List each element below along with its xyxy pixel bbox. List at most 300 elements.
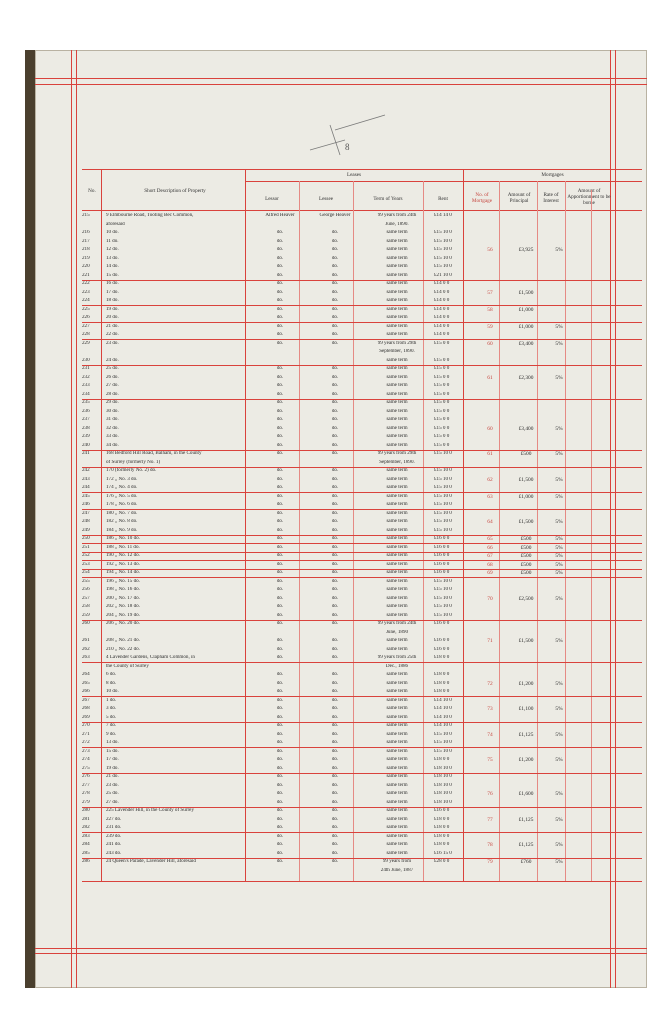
- row-lessee: do.: [331, 774, 339, 779]
- row-no: 251: [82, 544, 90, 550]
- row-rent: £16 0 0: [434, 808, 450, 813]
- row-term: same term: [386, 425, 408, 431]
- table-row: [82, 281, 642, 286]
- row-lessee: do.: [331, 799, 339, 805]
- row-lessee: do.: [331, 850, 339, 856]
- group-divider: [82, 696, 642, 697]
- row-rent: £15 10 0: [434, 468, 452, 473]
- table-row: [82, 485, 642, 490]
- row-lessor: do.: [276, 391, 284, 397]
- page-number: 8: [345, 142, 350, 152]
- row-term: September, 1890.: [379, 459, 415, 465]
- row-rent: £15 10 0: [434, 604, 452, 609]
- row-lessor: do.: [276, 519, 284, 524]
- row-no: 259: [82, 612, 90, 618]
- table-row: [82, 579, 642, 584]
- row-description: 27 do.: [106, 799, 119, 805]
- row-term: same term: [386, 468, 408, 473]
- mortgage-rate: 5%: [555, 859, 563, 865]
- row-lessor: do.: [276, 680, 284, 686]
- table-row: [82, 417, 642, 422]
- mortgage-rate: 5%: [555, 731, 563, 738]
- row-description: 20 do.: [106, 315, 119, 320]
- table-row: [82, 315, 642, 320]
- table-row: [82, 349, 642, 354]
- row-no: 268: [82, 706, 90, 711]
- row-description: 231 do.: [106, 825, 122, 830]
- row-no: 286: [82, 859, 90, 864]
- header-leases: Leases: [346, 172, 362, 178]
- table-row: [82, 655, 642, 660]
- row-description: 19 do.: [106, 306, 119, 312]
- row-no: 273: [82, 748, 90, 754]
- row-term: June, 1890.: [385, 221, 409, 227]
- mortgage-principal: £2,300: [518, 374, 534, 381]
- row-term: same term: [386, 553, 408, 558]
- row-rent: £15 10 0: [434, 451, 452, 456]
- left-margin-rule-2: [76, 50, 77, 988]
- row-description: 13 do.: [106, 740, 119, 745]
- group-divider: [82, 467, 642, 468]
- row-description: the County of Surrey: [106, 663, 149, 669]
- table-row: [82, 783, 642, 788]
- row-lessor: do.: [276, 638, 284, 643]
- row-no: 223: [82, 289, 90, 295]
- row-rent: £15 0 0: [434, 366, 450, 371]
- row-lessee: do.: [331, 570, 339, 575]
- row-lessee: George Heaver: [319, 213, 351, 218]
- row-no: 238: [82, 425, 90, 431]
- row-description: 34 do.: [106, 442, 119, 448]
- table-row: [82, 715, 642, 720]
- row-lessor: do.: [276, 833, 284, 839]
- table-row: [82, 443, 642, 448]
- row-rent: £14 0 0: [434, 332, 450, 337]
- mortgage-number: 58: [487, 306, 493, 313]
- mortgage-rate: 5%: [555, 476, 563, 483]
- mortgage-number: 62: [487, 476, 493, 483]
- row-description: 196 „ No. 15 do.: [106, 578, 140, 584]
- row-description: 6 do.: [106, 672, 117, 677]
- row-no: 244: [82, 485, 90, 490]
- top-margin-rule: [35, 78, 647, 79]
- row-lessee: do.: [331, 604, 339, 609]
- row-lessee: do.: [331, 468, 339, 473]
- row-lessee: do.: [331, 247, 339, 252]
- row-description: 206 „ No. 20 do.: [106, 621, 140, 626]
- mortgage-principal: £500: [520, 544, 532, 551]
- row-lessor: do.: [276, 672, 284, 677]
- row-term: same term: [386, 417, 408, 422]
- row-rent: £15 10 0: [434, 748, 452, 754]
- mortgage-rate: 5%: [555, 519, 563, 525]
- row-description: 9 Elmbourne Road, Tooting Bec Common,: [106, 213, 194, 218]
- row-lessee: do.: [331, 706, 339, 711]
- row-rent: £15 0 0: [434, 391, 450, 397]
- row-rent: £16 0 0: [434, 570, 450, 575]
- row-lessee: do.: [331, 740, 339, 745]
- row-term: same term: [386, 646, 408, 652]
- row-term: June, 1890: [385, 629, 409, 635]
- row-no: 257: [82, 595, 90, 601]
- row-rent: £15 10 0: [434, 510, 452, 516]
- mortgage-principal: £1,000: [518, 493, 534, 500]
- header-mortgage-no: No. of Mortgage: [471, 192, 493, 204]
- row-lessee: do.: [331, 527, 339, 533]
- row-term: same term: [386, 561, 408, 567]
- row-term: same term: [386, 247, 408, 252]
- row-lessor: do.: [276, 502, 284, 507]
- row-description: 208 „ No. 21 do.: [106, 638, 140, 643]
- table-row: [82, 774, 642, 779]
- table-row: [82, 298, 642, 303]
- row-rent: £18 10 0: [434, 791, 452, 796]
- row-no: 278: [82, 791, 90, 796]
- mortgage-principal: £1,000: [518, 323, 534, 330]
- row-rent: £14 0 0: [434, 298, 450, 303]
- row-lessor: do.: [276, 842, 284, 847]
- row-lessor: do.: [276, 723, 284, 728]
- row-no: 281: [82, 816, 90, 822]
- group-divider: [82, 807, 642, 808]
- ledger-page: [25, 50, 647, 988]
- table-row: [82, 290, 642, 295]
- row-lessee: do.: [331, 765, 339, 771]
- row-lessee: do.: [331, 587, 339, 592]
- row-term: 99 years from 29th: [377, 451, 417, 456]
- mortgage-rate: 5%: [555, 680, 563, 687]
- row-term: same term: [386, 264, 408, 269]
- row-term: same term: [386, 570, 408, 575]
- row-term: Dec., 1886: [385, 663, 409, 669]
- mortgage-number: 70: [487, 595, 493, 602]
- row-lessee: do.: [331, 238, 339, 244]
- row-rent: £15 10 0: [434, 740, 452, 745]
- row-rent: £15 0 0: [434, 417, 450, 422]
- mortgage-rate: 5%: [555, 842, 563, 848]
- row-term: same term: [386, 544, 408, 550]
- mortgage-rate: 5%: [555, 536, 563, 542]
- row-description: 26 do.: [106, 374, 119, 380]
- row-term: 99 years from 24th: [377, 213, 417, 218]
- row-description: 10 do.: [106, 689, 119, 694]
- row-lessee: do.: [331, 425, 339, 431]
- row-description: 10 do.: [106, 230, 119, 235]
- row-lessee: do.: [331, 476, 339, 482]
- row-lessee: do.: [331, 289, 339, 295]
- row-lessee: do.: [331, 400, 339, 405]
- row-rent: £18 10 0: [434, 782, 452, 788]
- row-term: same term: [386, 680, 408, 686]
- row-no: 284: [82, 842, 90, 847]
- row-lessee: do.: [331, 374, 339, 380]
- row-description: 225 Lavender Hill, in the County of Surrey: [106, 808, 194, 813]
- row-lessee: do.: [331, 544, 339, 550]
- row-rent: £18 0 0: [434, 672, 450, 677]
- row-rent: £15 10 0: [434, 502, 452, 507]
- header-interest: Rate of Interest: [543, 192, 559, 204]
- table-bottom-rule: [82, 881, 642, 882]
- table-row: [82, 264, 642, 269]
- row-lessee: do.: [331, 417, 339, 422]
- mortgage-principal: £3,400: [518, 425, 534, 432]
- row-rent: £18 10 0: [434, 799, 452, 805]
- row-rent: £15 10 0: [434, 578, 452, 584]
- row-description: 17 do.: [106, 757, 119, 762]
- row-term: September, 1890.: [379, 349, 415, 354]
- row-rent: £14 0 0: [434, 323, 450, 329]
- table-row: [82, 749, 642, 754]
- row-description: 24 Queen's Parade, Lavender Hill, aforesaid: [106, 859, 196, 864]
- mortgage-principal: £500: [520, 536, 532, 542]
- row-lessor: do.: [276, 646, 284, 652]
- row-lessee: do.: [331, 306, 339, 312]
- row-term: same term: [386, 808, 408, 813]
- row-no: 269: [82, 714, 90, 720]
- row-no: 220: [82, 264, 90, 269]
- table-row: [82, 502, 642, 507]
- row-no: 232: [82, 374, 90, 380]
- row-description: 180 „ No. 7 do.: [106, 510, 138, 516]
- row-rent: £18 0 0: [434, 757, 450, 762]
- row-description: 25 do.: [106, 366, 119, 371]
- row-no: 260: [82, 621, 90, 626]
- group-divider: [82, 773, 642, 774]
- table-row: [82, 825, 642, 830]
- row-no: 228: [82, 332, 90, 337]
- table-row: [82, 273, 642, 278]
- row-description: 32 do.: [106, 425, 119, 431]
- mortgage-number: 75: [487, 757, 493, 763]
- row-no: 272: [82, 740, 90, 745]
- row-lessor: do.: [276, 238, 284, 244]
- row-description: 210 „ No. 22 do.: [106, 646, 140, 652]
- mortgage-principal: £1,500: [518, 638, 534, 644]
- header-apportionment: Amount of Apportionment to be borne: [567, 188, 611, 206]
- row-lessor: do.: [276, 340, 284, 346]
- pencil-annotation: [305, 110, 395, 170]
- row-term: same term: [386, 714, 408, 720]
- row-no: 224: [82, 298, 90, 303]
- group-divider: [82, 280, 642, 281]
- row-term: same term: [386, 723, 408, 728]
- row-description: 184 „ No. 9 do.: [106, 527, 138, 533]
- row-term: 99 years from: [382, 859, 412, 864]
- row-rent: £21 10 0: [434, 272, 452, 278]
- row-rent: £14 10 0: [434, 697, 452, 703]
- row-description: 25 do.: [106, 791, 119, 796]
- table-row: [82, 358, 642, 363]
- row-lessor: do.: [276, 255, 284, 261]
- row-lessee: do.: [331, 323, 339, 329]
- table-row: [82, 664, 642, 669]
- row-term: 99 years from 24th: [377, 621, 417, 626]
- row-term: same term: [386, 255, 408, 261]
- row-description: 227 do.: [106, 816, 122, 822]
- row-no: 239: [82, 434, 90, 439]
- row-lessee: do.: [331, 281, 339, 286]
- row-rent: £15 10 0: [434, 264, 452, 269]
- row-no: 216: [82, 230, 90, 235]
- row-description: 174 „ No. 4 do.: [106, 485, 138, 490]
- left-margin-rule: [71, 50, 72, 988]
- row-rent: £15 0 0: [434, 425, 450, 431]
- row-lessor: do.: [276, 604, 284, 609]
- row-description: 190 „ No. 12 do.: [106, 553, 140, 558]
- row-lessor: do.: [276, 561, 284, 567]
- row-lessee: do.: [331, 680, 339, 686]
- row-term: same term: [386, 850, 408, 856]
- row-description: 188 „ No. 11 do.: [106, 544, 140, 550]
- row-term: same term: [386, 587, 408, 592]
- mortgage-rate: 5%: [555, 451, 563, 457]
- row-description: 5 do.: [106, 714, 117, 720]
- row-no: 229: [82, 340, 90, 346]
- row-lessee: do.: [331, 272, 339, 278]
- row-rent: £18 0 0: [434, 655, 450, 660]
- mortgage-rate: 5%: [555, 425, 563, 432]
- table-row: [82, 383, 642, 388]
- row-term: same term: [386, 706, 408, 711]
- row-term: same term: [386, 740, 408, 745]
- row-no: 277: [82, 782, 90, 788]
- row-lessee: do.: [331, 808, 339, 813]
- row-term: same term: [386, 536, 408, 541]
- row-lessor: do.: [276, 536, 284, 541]
- mortgage-number: 61: [487, 374, 493, 381]
- row-rent: £15 0 0: [434, 434, 450, 439]
- row-lessor: do.: [276, 366, 284, 371]
- row-description: 24 do.: [106, 357, 119, 363]
- row-no: 227: [82, 323, 90, 329]
- row-description: 186 „ No. 10 do.: [106, 536, 140, 541]
- mortgage-rate: 5%: [555, 247, 563, 253]
- row-lessee: do.: [331, 383, 339, 388]
- row-rent: £15 10 0: [434, 612, 452, 618]
- row-lessor: do.: [276, 816, 284, 822]
- row-lessee: do.: [331, 553, 339, 558]
- row-lessee: do.: [331, 366, 339, 371]
- group-divider: [82, 365, 642, 366]
- row-term: same term: [386, 697, 408, 703]
- row-lessor: do.: [276, 400, 284, 405]
- row-lessor: do.: [276, 315, 284, 320]
- mortgage-principal: £760: [520, 859, 532, 865]
- mortgage-principal: £1,125: [518, 731, 534, 738]
- row-no: 266: [82, 689, 90, 694]
- row-rent: £15 0 0: [434, 340, 450, 346]
- table-row: [82, 307, 642, 312]
- row-description: 192 „ No. 13 do.: [106, 561, 140, 567]
- table-row: [82, 689, 642, 694]
- row-no: 276: [82, 774, 90, 779]
- row-description: of Surrey (formerly No. 1): [106, 459, 161, 465]
- row-term: same term: [386, 527, 408, 533]
- row-lessor: do.: [276, 714, 284, 720]
- row-lessee: do.: [331, 748, 339, 754]
- row-lessor: do.: [276, 595, 284, 601]
- row-no: 246: [82, 502, 90, 507]
- row-rent: £16 0 0: [434, 621, 450, 626]
- row-lessor: do.: [276, 570, 284, 575]
- row-term: same term: [386, 476, 408, 482]
- row-description: 241 do.: [106, 842, 122, 847]
- row-lessee: do.: [331, 485, 339, 490]
- row-term: same term: [386, 612, 408, 618]
- row-rent: £14 10 0: [434, 723, 452, 728]
- mortgage-principal: £1,500: [518, 519, 534, 525]
- table-row: [82, 800, 642, 805]
- mortgage-number: 79: [487, 859, 493, 865]
- row-rent: £15 10 0: [434, 230, 452, 235]
- row-lessor: do.: [276, 332, 284, 337]
- mortgage-number: 73: [487, 706, 493, 712]
- row-no: 252: [82, 553, 90, 558]
- row-rent: £16 15 0: [434, 850, 452, 856]
- row-term: same term: [386, 272, 408, 278]
- row-lessor: do.: [276, 493, 284, 499]
- row-term: same term: [386, 485, 408, 490]
- mortgage-rate: 5%: [555, 816, 563, 823]
- row-term: same term: [386, 374, 408, 380]
- group-divider: [82, 305, 642, 306]
- row-term: 99 years from 25th: [377, 655, 417, 660]
- row-term: same term: [386, 731, 408, 737]
- row-rent: £15 0 0: [434, 442, 450, 448]
- row-no: 217: [82, 238, 90, 244]
- row-lessee: do.: [331, 859, 339, 864]
- row-rent: £14 0 0: [434, 315, 450, 320]
- table-row: [82, 400, 642, 405]
- mortgage-rate: 5%: [555, 561, 563, 568]
- row-lessor: do.: [276, 748, 284, 754]
- mortgage-rate: 5%: [555, 706, 563, 712]
- header-mortgages: Mortgages: [541, 172, 564, 178]
- header-lessor: Lessor: [265, 196, 279, 202]
- row-description: 29 do.: [106, 400, 119, 405]
- row-description: 182 „ No. 8 do.: [106, 519, 138, 524]
- mortgage-rate: 5%: [555, 570, 563, 576]
- row-description: 204 „ No. 19 do.: [106, 612, 140, 618]
- row-description: 3 do.: [106, 706, 117, 711]
- row-lessor: do.: [276, 298, 284, 303]
- row-lessee: do.: [331, 757, 339, 762]
- row-rent: £18 0 0: [434, 689, 450, 694]
- row-lessor: do.: [276, 417, 284, 422]
- row-lessor: do.: [276, 442, 284, 448]
- row-no: 219: [82, 255, 90, 261]
- row-lessor: do.: [276, 791, 284, 796]
- row-term: same term: [386, 604, 408, 609]
- mortgage-rate: 5%: [555, 553, 563, 559]
- row-rent: £15 0 0: [434, 400, 450, 405]
- row-lessor: do.: [276, 544, 284, 550]
- row-lessor: do.: [276, 247, 284, 252]
- mortgage-number: 66: [487, 544, 493, 551]
- mortgage-rate: 5%: [555, 544, 563, 551]
- row-term: 99 years from 29th: [377, 340, 417, 346]
- mortgage-principal: £1,100: [518, 706, 534, 712]
- mortgage-number: 59: [487, 323, 493, 330]
- row-no: 258: [82, 604, 90, 609]
- row-term: same term: [386, 791, 408, 796]
- table-row: [82, 256, 642, 261]
- row-rent: £28 0 0: [434, 859, 450, 864]
- row-lessor: do.: [276, 655, 284, 660]
- row-rent: £15 10 0: [434, 255, 452, 261]
- row-term: same term: [386, 408, 408, 414]
- table-row: [82, 239, 642, 244]
